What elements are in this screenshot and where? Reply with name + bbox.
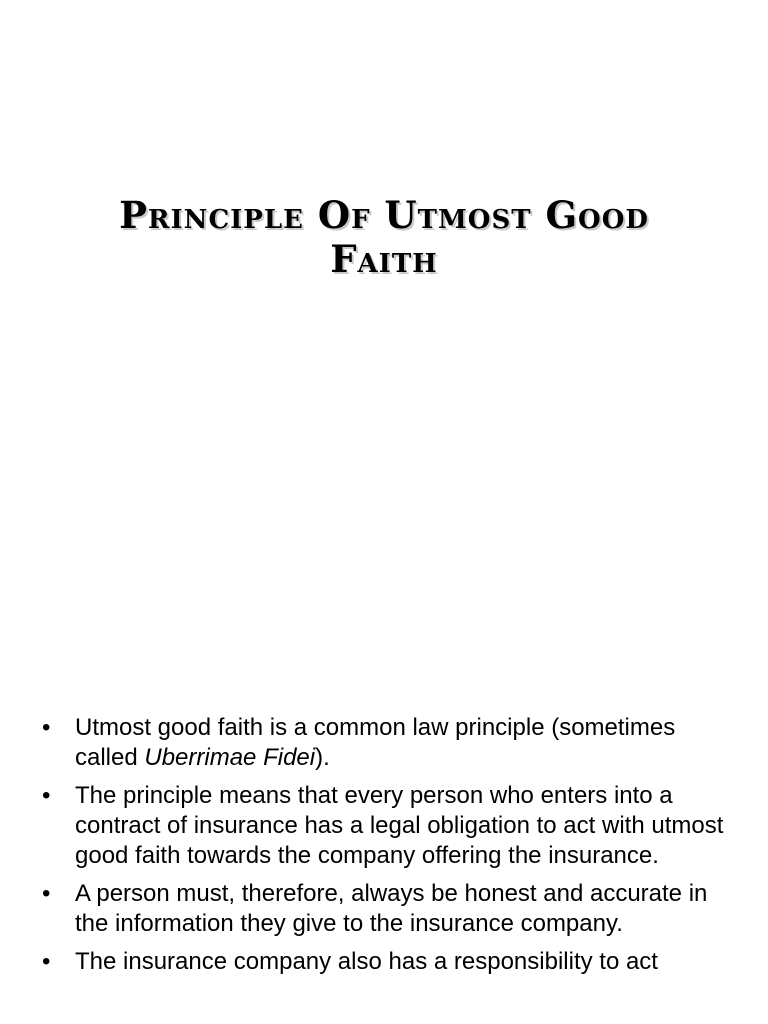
bullet-text: Utmost good faith is a common law principle (sometimes called [75,714,676,771]
bullet-icon: • [42,948,51,975]
slide-title-line-1: Principle Of Utmost Good [119,193,649,237]
bullet-text: A person must, therefore, always be honest and accurate in the information they give to the insurance company. [75,880,708,937]
bullet-item [40,713,730,773]
bullet-icon: • [42,782,51,809]
bullet-text-end: ). [315,744,330,771]
bullet-latin-term: Uberrimae Fidei [144,744,316,771]
bullet-text: The insurance company also has a responsibility to act [75,948,658,975]
bullet-icon: • [42,880,51,907]
bullet-item [40,879,730,939]
bullet-text: The principle means that every person who enters into a contract of insurance has a legal obligation to act with utmost good faith towards the company offering the insurance. [75,782,724,869]
slide-title [40,193,728,281]
bullet-item [40,947,730,977]
slide-title-line-2: Faith [330,237,438,281]
bullet-icon: • [42,714,51,741]
bullet-list [40,713,730,985]
bullet-item [40,781,730,871]
